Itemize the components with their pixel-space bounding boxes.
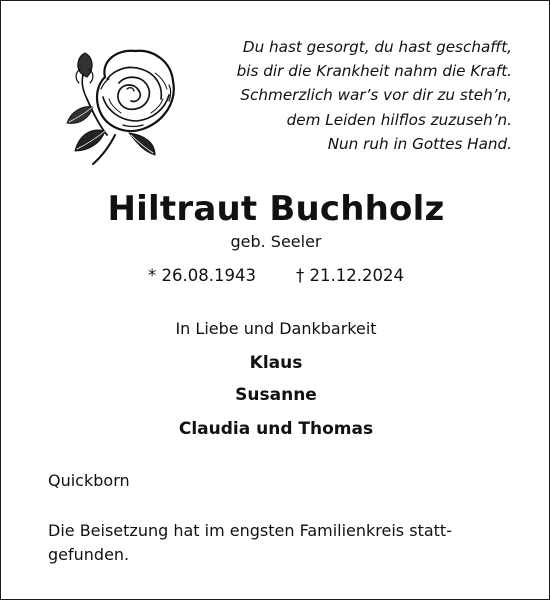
poem-line: Du hast gesorgt, du hast geschafft, [242, 38, 512, 56]
birth-name: geb. Seeler [230, 232, 322, 251]
poem-line: bis dir die Krankheit nahm die Kraft. [236, 62, 512, 81]
birth-date: * 26.08.1943 [148, 266, 256, 285]
mourner-name: Claudia und Thomas [178, 419, 374, 439]
rose-icon [63, 39, 187, 165]
poem-line: Schmerzlich war’s vor dir zu steh’n, [240, 86, 512, 105]
poem-line: Nun ruh in Gottes Hand. [327, 134, 512, 153]
mourner-name: Klaus [249, 353, 303, 373]
mourner-name: Susanne [235, 385, 317, 405]
mourners-intro: In Liebe und Dankbarkeit [175, 319, 377, 338]
poem [182, 35, 512, 156]
place-name: Quickborn [48, 471, 130, 490]
deceased-name: Hiltraut Buchholz [107, 189, 445, 229]
notice-line: gefunden. [48, 545, 130, 564]
funeral-notice [48, 519, 508, 567]
notice-line: Die Beisetzung hat im engsten Familienkreis statt- [48, 521, 452, 540]
poem-line: dem Leiden hilflos zuzuseh’n. [286, 110, 512, 129]
life-dates [1, 263, 550, 289]
death-date: † 21.12.2024 [296, 266, 404, 285]
